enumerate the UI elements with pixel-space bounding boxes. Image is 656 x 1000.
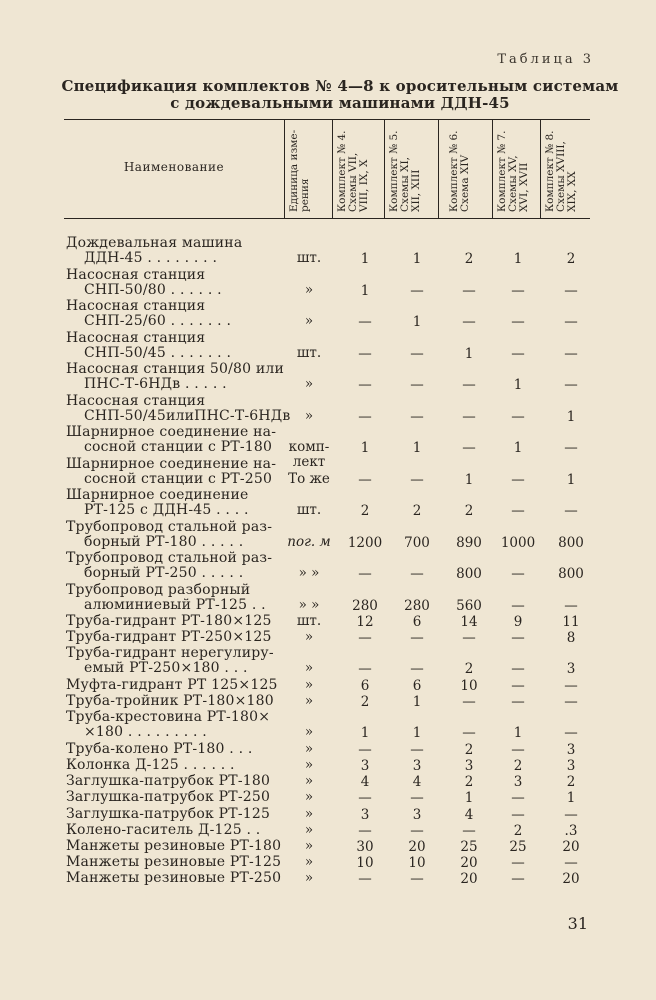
row-value-kit-7: — (511, 408, 525, 425)
row-name-line: Заглушка-патрубок РТ-250 (66, 789, 271, 806)
row-value-kit-5: 1 (412, 725, 422, 742)
row-value-kit-7: 3 (513, 774, 523, 791)
row-value-kit-4: — (358, 822, 372, 839)
row-value-kit-4: — (358, 377, 372, 393)
row-value-kit-8: 800 (558, 566, 584, 582)
header-kit-7: Комплект № 7. Схемы XV, XVI, XVII (496, 130, 530, 212)
table-row (0, 630, 656, 646)
row-name-line: Муфта-гидрант РТ 125×125 (66, 676, 278, 693)
row-name-line: Труба-гидрант РТ-180×125 (66, 613, 272, 629)
row-name-line: алюминиевый РТ-125 . . (84, 596, 266, 613)
row-value-kit-6: 10 (460, 677, 478, 694)
row-unit: » (304, 821, 314, 838)
row-value-kit-4: 1 (360, 725, 370, 742)
row-value-kit-7: — (511, 694, 525, 711)
header-divider (540, 120, 541, 218)
row-value-kit-4: — (358, 408, 372, 425)
row-value-kit-4: — (358, 741, 372, 758)
row-value-kit-4: — (358, 630, 372, 647)
row-name (66, 268, 288, 298)
row-unit: » (304, 693, 314, 710)
row-unit: » (304, 724, 314, 741)
table-row (0, 362, 656, 394)
table-caption (60, 78, 620, 112)
row-unit: шт. (296, 502, 322, 518)
row-value-kit-5: — (410, 408, 424, 425)
row-name-line: Труба-гидрант РТ-250×125 (66, 629, 272, 646)
row-value-kit-6: — (462, 822, 476, 839)
row-unit: То же (288, 470, 330, 487)
row-value-kit-4: — (358, 471, 372, 488)
row-name (66, 855, 288, 870)
row-value-kit-4: 1 (360, 282, 370, 299)
row-unit: » (304, 281, 314, 298)
row-name (66, 807, 288, 822)
row-name-line: Трубопровод разборный (66, 581, 251, 598)
table-row (0, 871, 656, 887)
row-value-kit-4: — (358, 345, 372, 362)
row-value-kit-4: — (358, 566, 372, 582)
row-name (66, 236, 288, 266)
table-row (0, 394, 656, 426)
row-value-kit-5: — (410, 630, 424, 647)
row-value-kit-8: 3 (566, 758, 576, 774)
row-name (66, 488, 288, 518)
row-value-kit-7: — (511, 503, 525, 519)
row-value-kit-8: — (564, 694, 578, 711)
caption-line-2: с дождевальными машинами ДДН-45 (170, 94, 510, 112)
row-value-kit-6: 3 (464, 758, 474, 774)
row-unit: » (304, 757, 314, 773)
header-kit-8: Комплект № 8. Схемы XVIII, XIX, XX (544, 130, 578, 212)
row-name-line: СНП-50/80 . . . . . . (84, 281, 222, 298)
row-value-kit-6: 4 (464, 806, 474, 823)
row-unit: » (304, 313, 314, 329)
row-value-kit-4: 1 (360, 251, 370, 267)
header-divider (438, 120, 439, 218)
row-value-kit-5: 700 (404, 534, 430, 551)
row-name-line: сосной станции с РТ-250 (84, 470, 273, 487)
row-value-kit-8: 1 (566, 471, 576, 488)
row-name-line: Шарнирное соединение (66, 487, 249, 503)
row-value-kit-8: — (564, 314, 578, 330)
table-row (0, 614, 656, 630)
row-unit: » (304, 789, 314, 806)
row-value-kit-8: 11 (562, 614, 580, 630)
row-value-kit-8: — (564, 677, 578, 694)
row-name-line: Колено-гаситель Д-125 . . (66, 821, 261, 838)
row-name-line: Заглушка-патрубок РТ-180 (66, 773, 271, 790)
row-name (66, 710, 288, 740)
row-value-kit-7: 2 (513, 758, 523, 774)
row-value-kit-4: 10 (356, 855, 374, 872)
row-name-line: Колонка Д-125 . . . . . . (66, 757, 235, 773)
row-name (66, 774, 288, 789)
header-divider (284, 120, 285, 218)
row-name-line: Манжеты резиновые РТ-250 (66, 870, 282, 887)
row-value-kit-6: — (462, 282, 476, 299)
row-value-kit-5: — (410, 566, 424, 582)
row-name (66, 583, 288, 613)
row-value-kit-8: .3 (564, 822, 578, 839)
row-value-kit-8: — (564, 855, 578, 872)
table-row (0, 424, 656, 470)
row-value-kit-7: 9 (513, 614, 523, 630)
row-value-kit-8: — (564, 725, 578, 742)
header-divider (492, 120, 493, 218)
row-value-kit-4: 3 (360, 806, 370, 823)
header-bottom-rule (64, 218, 590, 219)
row-name (66, 331, 288, 361)
header-kit-6: Комплект № 6. Схема XIV (448, 130, 471, 212)
caption-line-1: Спецификация комплектов № 4—8 к оросительным системам (61, 77, 619, 95)
row-name (66, 839, 288, 854)
row-name-line: Заглушка-патрубок РТ-125 (66, 805, 271, 822)
row-name-line: ДДН-45 . . . . . . . . (84, 250, 218, 266)
row-value-kit-4: — (358, 314, 372, 330)
row-value-kit-6: 1 (464, 790, 474, 807)
row-value-kit-6: — (462, 314, 476, 330)
row-unit: » (304, 838, 314, 854)
row-name-line: СНП-25/60 . . . . . . . (84, 313, 232, 329)
row-value-kit-8: 2 (566, 774, 576, 791)
row-value-kit-4: 12 (356, 614, 374, 630)
row-name-line: сосной станции с РТ-180 (84, 439, 273, 455)
row-value-kit-5: — (410, 345, 424, 362)
row-value-kit-6: 2 (464, 251, 474, 267)
row-value-kit-5: 4 (412, 774, 422, 791)
row-name (66, 790, 288, 805)
row-value-kit-7: — (511, 345, 525, 362)
row-value-kit-8: — (564, 440, 578, 456)
row-value-kit-5: 6 (412, 614, 422, 630)
row-value-kit-8: 1 (566, 408, 576, 425)
row-name-line: Насосная станция (66, 329, 206, 346)
row-value-kit-6: 2 (464, 503, 474, 519)
row-value-kit-8: — (564, 806, 578, 823)
row-value-kit-7: — (511, 566, 525, 582)
table-row (0, 758, 656, 774)
row-value-kit-8: — (564, 503, 578, 519)
row-value-kit-4: 30 (356, 839, 374, 855)
row-value-kit-6: 1 (464, 471, 474, 488)
row-value-kit-4: 280 (352, 597, 378, 614)
table-row (0, 742, 656, 758)
table-row (0, 646, 656, 678)
row-value-kit-7: 1000 (500, 534, 536, 551)
row-unit: пог. м (287, 533, 331, 550)
row-name (66, 646, 288, 676)
row-value-kit-6: 20 (460, 871, 478, 888)
table-row (0, 268, 656, 300)
row-value-kit-5: 1 (412, 314, 422, 330)
row-name-line: Трубопровод стальной раз- (66, 518, 273, 535)
row-name (66, 823, 288, 838)
table-row (0, 790, 656, 806)
row-value-kit-8: 20 (562, 839, 580, 855)
row-value-kit-6: 890 (456, 534, 482, 551)
table-row (0, 839, 656, 855)
row-unit: шт. (296, 613, 322, 629)
row-value-kit-5: 3 (412, 758, 422, 774)
row-value-kit-4: 4 (360, 774, 370, 791)
row-value-kit-4: — (358, 790, 372, 807)
row-name (66, 694, 288, 709)
row-value-kit-6: — (462, 377, 476, 393)
row-value-kit-7: — (511, 282, 525, 299)
row-value-kit-4: 1 (360, 440, 370, 456)
row-unit: шт. (296, 344, 322, 361)
row-name-line: борный РТ-180 . . . . . (84, 533, 244, 550)
row-name-line: Шарнирное соединение на- (66, 455, 277, 472)
row-name-line: Трубопровод стальной раз- (66, 550, 273, 566)
row-value-kit-8: 1 (566, 790, 576, 807)
header-name: Наименование (123, 160, 225, 174)
row-unit: » » (298, 596, 320, 613)
table-row (0, 823, 656, 839)
row-value-kit-8: 3 (566, 741, 576, 758)
row-name (66, 758, 288, 773)
row-value-kit-8: — (564, 597, 578, 614)
row-value-kit-5: — (410, 661, 424, 678)
table-row (0, 488, 656, 520)
row-value-kit-7: — (511, 661, 525, 678)
row-unit: шт. (296, 250, 322, 266)
row-name (66, 425, 288, 455)
row-value-kit-5: 3 (412, 806, 422, 823)
row-value-kit-7: 2 (513, 822, 523, 839)
row-name-line: емый РТ-250×180 . . . (84, 660, 248, 677)
row-value-kit-4: 3 (360, 758, 370, 774)
row-name-line: СНП-50/45 . . . . . . . (84, 344, 232, 361)
header-divider (384, 120, 385, 218)
row-unit: » » (298, 565, 320, 581)
table-row (0, 520, 656, 552)
row-value-kit-8: 800 (558, 534, 584, 551)
table-header (64, 120, 590, 218)
row-name (66, 299, 288, 329)
row-value-kit-7: 1 (513, 725, 523, 742)
row-value-kit-7: — (511, 677, 525, 694)
row-value-kit-5: 6 (412, 677, 422, 694)
row-value-kit-4: — (358, 871, 372, 888)
row-name-line: РТ-125 с ДДН-45 . . . . (84, 502, 249, 518)
row-value-kit-7: — (511, 314, 525, 330)
row-name-line: Насосная станция (66, 266, 206, 283)
row-value-kit-6: 800 (456, 566, 482, 582)
header-unit: Единица изме- рения (288, 129, 311, 212)
row-name (66, 614, 288, 629)
row-value-kit-6: — (462, 630, 476, 647)
row-unit: » (304, 676, 314, 693)
row-name (66, 871, 288, 886)
table-row (0, 299, 656, 331)
row-name-line: ПНС-Т-6НДв . . . . . (84, 376, 227, 392)
row-name-line: Насосная станция 50/80 или (66, 361, 285, 377)
row-value-kit-6: — (462, 440, 476, 456)
row-name (66, 551, 288, 581)
table-row (0, 457, 656, 489)
row-name (66, 520, 288, 550)
row-value-kit-6: 2 (464, 741, 474, 758)
row-value-kit-8: 8 (566, 630, 576, 647)
row-value-kit-5: — (410, 282, 424, 299)
row-value-kit-8: 2 (566, 251, 576, 267)
row-value-kit-5: — (410, 471, 424, 488)
row-value-kit-6: 560 (456, 597, 482, 614)
row-unit: » (304, 740, 314, 757)
row-value-kit-7: — (511, 806, 525, 823)
row-value-kit-8: — (564, 377, 578, 393)
row-value-kit-7: 1 (513, 251, 523, 267)
row-value-kit-7: — (511, 855, 525, 872)
row-value-kit-6: 2 (464, 661, 474, 678)
header-divider (332, 120, 333, 218)
table-row (0, 678, 656, 694)
row-name-line: борный РТ-250 . . . . . (84, 565, 244, 581)
row-name-line: Труба-гидрант нерегулиру- (66, 645, 274, 662)
row-value-kit-7: 1 (513, 377, 523, 393)
row-unit: » (304, 407, 314, 424)
table-row (0, 807, 656, 823)
row-value-kit-6: — (462, 694, 476, 711)
row-value-kit-4: 6 (360, 677, 370, 694)
row-name-line: Манжеты резиновые РТ-180 (66, 838, 282, 854)
row-value-kit-5: — (410, 822, 424, 839)
row-value-kit-6: 20 (460, 855, 478, 872)
row-name-line: Дождевальная машина (66, 235, 243, 251)
row-value-kit-5: — (410, 377, 424, 393)
table-row (0, 710, 656, 742)
table-row (0, 855, 656, 871)
row-value-kit-5: 280 (404, 597, 430, 614)
row-value-kit-5: 20 (408, 839, 426, 855)
row-unit: комп- лект (288, 439, 330, 470)
row-name (66, 630, 288, 645)
row-name-line: Насосная станция (66, 392, 206, 409)
row-name-line: СНП-50/45илиПНС-Т-6НДв (84, 407, 291, 424)
row-unit: » (304, 854, 314, 871)
table-row (0, 774, 656, 790)
row-unit: » (304, 629, 314, 646)
row-unit: » (304, 376, 314, 392)
row-unit: » (304, 870, 314, 887)
row-value-kit-5: 1 (412, 440, 422, 456)
table-row (0, 551, 656, 583)
row-name-line: Труба-колено РТ-180 . . . (66, 740, 253, 757)
row-name (66, 457, 288, 487)
row-value-kit-8: 20 (562, 871, 580, 888)
row-name-line: Манжеты резиновые РТ-125 (66, 854, 282, 871)
table-row (0, 694, 656, 710)
table-label: Таблица 3 (497, 52, 594, 67)
table-row (0, 583, 656, 615)
row-value-kit-6: — (462, 725, 476, 742)
table-row (0, 236, 656, 268)
header-kit-4: Комплект № 4. Схемы VII, VIII, IX, X (336, 130, 370, 212)
row-value-kit-7: — (511, 597, 525, 614)
row-value-kit-8: — (564, 345, 578, 362)
row-value-kit-5: 2 (412, 503, 422, 519)
row-value-kit-7: 1 (513, 440, 523, 456)
page-number: 31 (567, 914, 588, 933)
row-name (66, 742, 288, 757)
row-value-kit-7: — (511, 741, 525, 758)
row-value-kit-7: — (511, 630, 525, 647)
row-value-kit-6: — (462, 408, 476, 425)
row-value-kit-7: — (511, 790, 525, 807)
row-value-kit-6: 2 (464, 774, 474, 791)
row-name (66, 392, 291, 424)
row-name (66, 362, 288, 392)
row-unit: » (304, 805, 314, 822)
row-value-kit-6: 25 (460, 839, 478, 855)
row-name-line: Шарнирное соединение на- (66, 424, 277, 440)
row-name-line: Труба-крестовина РТ-180× (66, 709, 271, 726)
header-kit-5: Комплект № 5. Схемы XI, XII, XIII (388, 130, 422, 212)
table-row (0, 331, 656, 363)
row-value-kit-6: 1 (464, 345, 474, 362)
row-value-kit-5: 10 (408, 855, 426, 872)
row-value-kit-8: — (564, 282, 578, 299)
row-unit: » (304, 660, 314, 677)
row-name-line: ×180 . . . . . . . . . (84, 724, 207, 741)
row-value-kit-4: — (358, 661, 372, 678)
row-value-kit-7: — (511, 471, 525, 488)
row-unit: » (304, 773, 314, 790)
row-value-kit-7: 25 (509, 839, 527, 855)
row-value-kit-4: 1200 (347, 534, 383, 551)
row-value-kit-4: 2 (360, 694, 370, 711)
row-value-kit-6: 14 (460, 614, 478, 630)
row-value-kit-5: — (410, 741, 424, 758)
row-value-kit-8: 3 (566, 661, 576, 678)
row-value-kit-5: — (410, 871, 424, 888)
row-value-kit-4: 2 (360, 503, 370, 519)
row-name-line: Труба-тройник РТ-180×180 (66, 693, 274, 710)
row-value-kit-5: 1 (412, 251, 422, 267)
row-name (66, 678, 288, 693)
row-value-kit-5: — (410, 790, 424, 807)
row-name-line: Насосная станция (66, 298, 206, 314)
row-value-kit-7: — (511, 871, 525, 888)
row-value-kit-5: 1 (412, 694, 422, 711)
